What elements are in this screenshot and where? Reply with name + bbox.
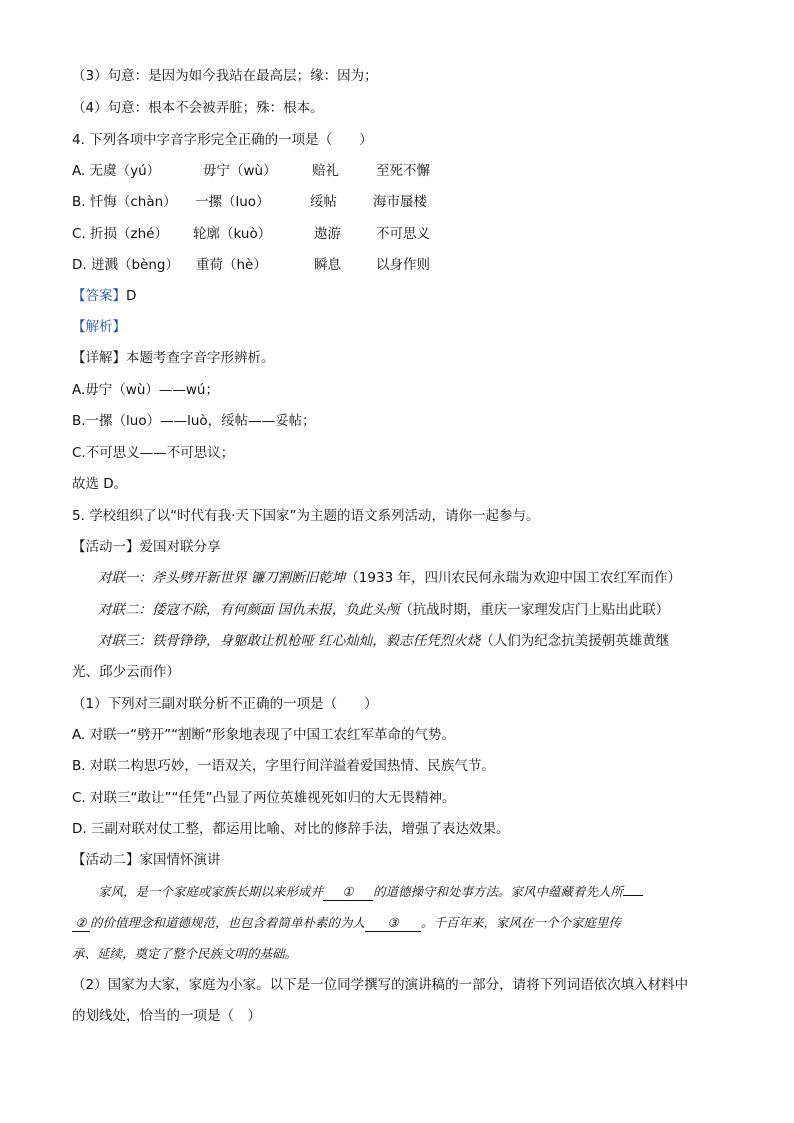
sub-question-1: （1）下列对三副对联分析不正确的一项是（ ） <box>72 696 378 712</box>
speech-paragraph-line: ② 的价值理念和道德规范，也包含着简单朴素的为人 ③ 。千百年来，家风在一个个家庭里传 <box>72 913 621 933</box>
detail-tag: 【详解】 <box>72 350 126 366</box>
sub-question-1-option-b: B. 对联二构思巧妙，一语双关，字里行间洋溢着爱国热情、民族气节。 <box>72 758 495 774</box>
sub-question-2-cont: 的划线处，恰当的一项是（ ） <box>72 1008 261 1024</box>
explanation-line: A.毋宁（wù）——wú； <box>72 382 219 398</box>
answer-value: D <box>126 288 137 304</box>
detail-line: 【详解】本题考查字音字形辨析。 <box>72 350 275 366</box>
question-5: 5. 学校组织了以“时代有我·天下国家”为主题的语文系列活动，请你一起参与。 <box>72 508 540 524</box>
blank-3: ③ <box>365 915 421 932</box>
sub-question-2: （2）国家为大家，家庭为小家。以下是一位同学撰写的演讲稿的一部分，请将下列词语依次填入材料中 <box>72 977 689 993</box>
couplet-3-cont: 光、邱少云而作） <box>72 664 180 680</box>
activity-tag: 【活动二】 <box>72 852 140 868</box>
sub-question-1-option-d: D. 三副对联对仗工整，都运用比喻、对比的修辞手法，增强了表达效果。 <box>72 821 510 837</box>
answer-line <box>72 286 136 306</box>
blank-1: ① <box>323 884 373 901</box>
couplet-1: 对联一：斧头劈开新世界 镰刀割断旧乾坤（1933 年，四川农民何永瑞为欢迎中国工农红军而作） <box>98 570 681 586</box>
speech-paragraph-line: 承、延续，奠定了整个民族文明的基础。 <box>72 946 298 961</box>
explanation-line: C.不可思义——不可思议； <box>72 445 235 461</box>
couplet-2: 对联二：倭寇不除，有何颜面 国仇未报，负此头颅（抗战时期，重庆一家理发店门上贴出此联） <box>98 602 670 618</box>
blank-2: ② <box>72 915 90 932</box>
speech-paragraph-line: 家风，是一个家庭或家族长期以来形成并 ① 的道德操守和处事方法。家风中蕴藏着先人所 <box>98 882 643 902</box>
activity-2-heading: 【活动二】家国情怀演讲 <box>72 852 221 868</box>
couplet-3: 对联三：铁骨铮铮，身躯敢让机枪哑 红心灿灿，毅志任凭烈火烧（人们为纪念抗美援朝英雄黄继 <box>98 633 670 649</box>
text-line: （4）句意：根本不会被弄脏；殊：根本。 <box>72 100 324 116</box>
activity-tag: 【活动一】 <box>72 539 140 555</box>
analysis-tag: 【解析】 <box>72 319 126 335</box>
activity-1-heading: 【活动一】爱国对联分享 <box>72 539 221 555</box>
answer-tag: 【答案】 <box>72 288 126 304</box>
sub-question-1-option-c: C. 对联三“敢让”“任凭”凸显了两位英雄视死如归的大无畏精神。 <box>72 790 456 806</box>
question-4: 4. 下列各项中字音字形完全正确的一项是（ ） <box>72 132 373 148</box>
sub-question-1-option-a: A. 对联一“劈开”“割断”形象地表现了中国工农红军革命的气势。 <box>72 727 456 743</box>
explanation-line: 故选 D。 <box>72 476 128 492</box>
blank-2-start <box>623 895 643 896</box>
text-line: （3）句意：是因为如今我站在最高层；缘：因为； <box>72 68 378 84</box>
explanation-line: B.一摞（luo）——luò，绥帖——妥帖； <box>72 413 316 429</box>
